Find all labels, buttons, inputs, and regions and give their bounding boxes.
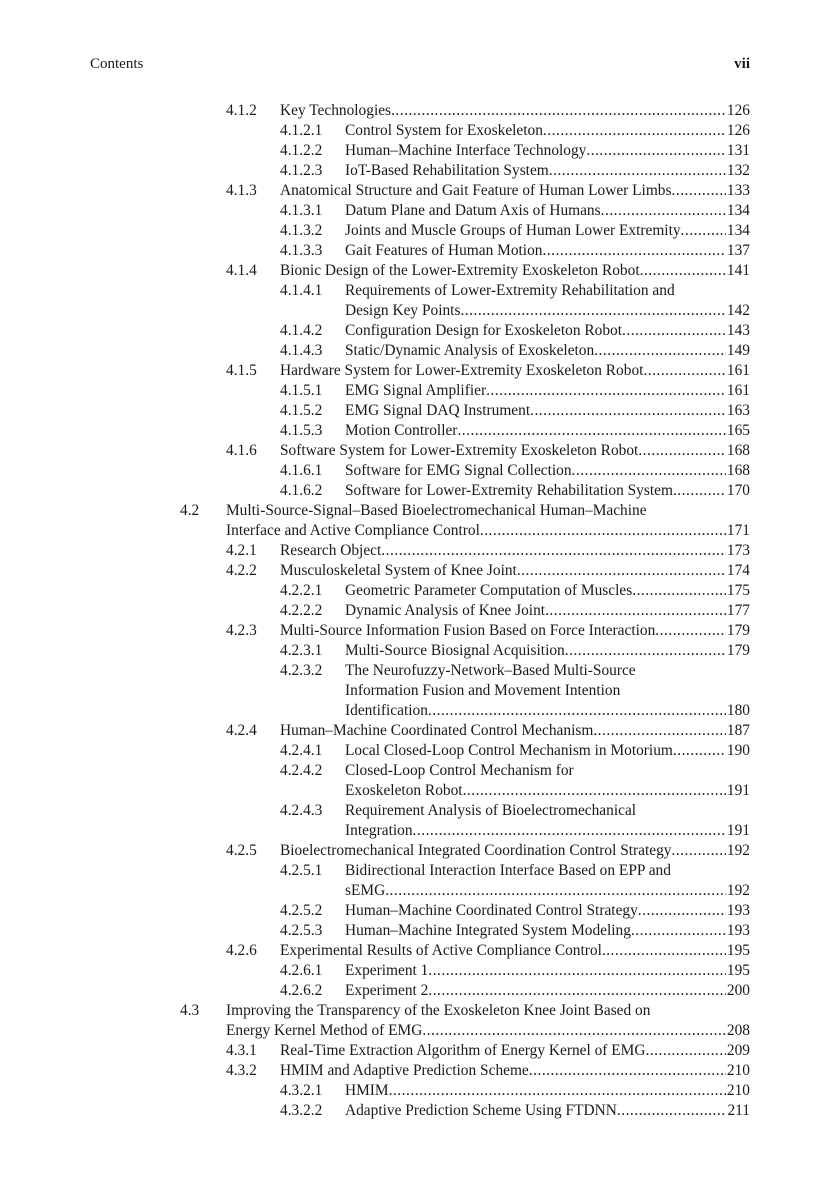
toc-dot-leader xyxy=(549,161,726,181)
toc-title: Musculoskeletal System of Knee Joint xyxy=(280,562,517,579)
toc-title-line xyxy=(345,481,750,501)
toc-title-line xyxy=(345,221,750,241)
toc-entry-line xyxy=(0,521,840,541)
toc-dot-leader xyxy=(631,921,726,941)
toc-entry-line xyxy=(0,861,840,881)
running-head: Contents xyxy=(90,56,144,72)
toc-entry-line xyxy=(0,941,840,961)
page-header xyxy=(90,56,750,76)
toc-title: Control System for Exoskeleton xyxy=(345,122,543,139)
toc-title: Multi-Source Biosignal Acquisition xyxy=(345,642,565,659)
toc-entry-line xyxy=(0,761,840,781)
toc-entry-line xyxy=(0,121,840,141)
toc-section-number: 4.2 xyxy=(180,502,200,519)
toc-title-line xyxy=(280,441,750,461)
toc-section-number: 4.2.4 xyxy=(226,722,257,739)
toc-dot-leader xyxy=(638,901,726,921)
toc-title-line xyxy=(345,281,750,301)
toc-entry-line xyxy=(0,1021,840,1041)
toc-entry-line xyxy=(0,721,840,741)
toc-title-line xyxy=(345,901,750,921)
toc-title: Information Fusion and Movement Intention xyxy=(345,682,621,699)
toc-title-line xyxy=(345,741,750,761)
toc-entry-line xyxy=(0,881,840,901)
toc-entry-line xyxy=(0,621,840,641)
toc-section-number: 4.2.4.3 xyxy=(280,802,323,819)
toc-section-number: 4.2.5 xyxy=(226,842,257,859)
toc-title-line xyxy=(280,541,750,561)
toc-section-number: 4.2.2.1 xyxy=(280,582,323,599)
toc-section-number: 4.2.6.2 xyxy=(280,982,323,999)
toc-title-line xyxy=(226,501,750,521)
toc-title: Energy Kernel Method of EMG xyxy=(226,1022,423,1039)
toc-page-number: 191 xyxy=(726,822,750,839)
toc-title: Software for Lower-Extremity Rehabilitation System xyxy=(345,482,673,499)
toc-section-number: 4.1.2.1 xyxy=(280,122,323,139)
toc-entry-line xyxy=(0,681,840,701)
toc-entry-line xyxy=(0,241,840,261)
toc-section-number: 4.2.5.2 xyxy=(280,902,323,919)
toc-title: Requirements of Lower-Extremity Rehabilitation and xyxy=(345,282,675,299)
toc-section-number: 4.1.5.2 xyxy=(280,402,323,419)
toc-section-number: 4.1.2.3 xyxy=(280,162,323,179)
toc-title-line xyxy=(345,821,750,841)
toc-page-number: 142 xyxy=(726,302,750,319)
toc-dot-leader xyxy=(671,841,725,861)
toc-page-number: 149 xyxy=(726,342,750,359)
toc-dot-leader xyxy=(638,441,726,461)
toc-dot-leader xyxy=(672,181,726,201)
toc-title: Gait Features of Human Motion xyxy=(345,242,543,259)
toc-title: HMIM and Adaptive Prediction Scheme xyxy=(280,1062,529,1079)
toc-dot-leader xyxy=(681,221,726,241)
toc-dot-leader xyxy=(543,121,726,141)
toc-entry-line xyxy=(0,321,840,341)
toc-title: Human–Machine Coordinated Control Mechanism xyxy=(280,722,594,739)
toc-page-number: 126 xyxy=(726,122,750,139)
toc-page-number: 180 xyxy=(726,702,750,719)
toc-title-line xyxy=(345,981,750,1001)
toc-section-number: 4.1.3.2 xyxy=(280,222,323,239)
toc-page-number: 210 xyxy=(726,1082,750,1099)
toc-entry-line xyxy=(0,741,840,761)
toc-entry-line xyxy=(0,921,840,941)
toc-dot-leader xyxy=(463,781,726,801)
toc-page-number: 210 xyxy=(726,1062,750,1079)
toc-page-number: 137 xyxy=(726,242,750,259)
toc-title: Experimental Results of Active Compliance Control xyxy=(280,942,602,959)
toc-title-line xyxy=(345,421,750,441)
toc-entry-line xyxy=(0,381,840,401)
toc-page-number: 161 xyxy=(726,382,750,399)
toc-title: IoT-Based Rehabilitation System xyxy=(345,162,549,179)
toc-entry-line xyxy=(0,501,840,521)
toc-page-number: 190 xyxy=(726,742,750,759)
toc-dot-leader xyxy=(542,241,725,261)
toc-title: Design Key Points xyxy=(345,302,461,319)
toc-section-number: 4.2.2.2 xyxy=(280,602,323,619)
toc-entry-line xyxy=(0,201,840,221)
toc-title-line xyxy=(280,721,750,741)
toc-title-line xyxy=(280,1041,750,1061)
toc-dot-leader xyxy=(617,1101,727,1121)
toc-title-line xyxy=(280,941,750,961)
toc-title: Hardware System for Lower-Extremity Exoskeleton Robot xyxy=(280,362,644,379)
toc-page-number: 141 xyxy=(726,262,750,279)
toc-title-line xyxy=(345,241,750,261)
toc-title: Human–Machine Interface Technology xyxy=(345,142,587,159)
toc-entry-line xyxy=(0,661,840,681)
toc-title-line xyxy=(345,701,750,721)
toc-dot-leader xyxy=(517,561,726,581)
toc-entry-line xyxy=(0,641,840,661)
toc-entry-line xyxy=(0,261,840,281)
toc-entry-line xyxy=(0,401,840,421)
toc-entry-line xyxy=(0,1061,840,1081)
toc-section-number: 4.3.1 xyxy=(226,1042,257,1059)
toc-section-number: 4.2.1 xyxy=(226,542,257,559)
toc-section-number: 4.2.5.1 xyxy=(280,862,323,879)
toc-section-number: 4.3.2 xyxy=(226,1062,257,1079)
toc-title: Integration xyxy=(345,822,413,839)
toc-page-number: 133 xyxy=(726,182,750,199)
toc-title: Multi-Source-Signal–Based Bioelectromechanical Human–Machine xyxy=(226,502,647,519)
toc-title-line xyxy=(345,581,750,601)
toc-title: EMG Signal Amplifier xyxy=(345,382,487,399)
toc-title-line xyxy=(345,401,750,421)
toc-title: Joints and Muscle Groups of Human Lower Extremity xyxy=(345,222,681,239)
toc-page-number: 179 xyxy=(726,622,750,639)
toc-title-line xyxy=(345,161,750,181)
toc-title-line xyxy=(280,561,750,581)
toc-dot-leader xyxy=(457,421,725,441)
toc-title: Human–Machine Coordinated Control Strategy xyxy=(345,902,638,919)
page-number: vii xyxy=(734,56,750,72)
toc-entry-line xyxy=(0,1081,840,1101)
toc-title: Research Object xyxy=(280,542,382,559)
toc-entry-line xyxy=(0,981,840,1001)
toc-dot-leader xyxy=(601,201,726,221)
toc-title: Requirement Analysis of Bioelectromechanical xyxy=(345,802,637,819)
toc-title-line xyxy=(345,641,750,661)
toc-section-number: 4.1.5.1 xyxy=(280,382,323,399)
toc-title-line xyxy=(280,1061,750,1081)
toc-title-line xyxy=(345,881,750,901)
toc-title: sEMG xyxy=(345,882,386,899)
toc-section-number: 4.1.4.2 xyxy=(280,322,323,339)
toc-title-line xyxy=(226,521,750,541)
toc-title: Datum Plane and Datum Axis of Humans xyxy=(345,202,601,219)
toc-section-number: 4.1.5 xyxy=(226,362,257,379)
toc-page-number: 174 xyxy=(726,562,750,579)
toc-title: Static/Dynamic Analysis of Exoskeleton xyxy=(345,342,595,359)
toc-entry-line xyxy=(0,281,840,301)
toc-page-number: 179 xyxy=(726,642,750,659)
toc-entry-line xyxy=(0,221,840,241)
toc-title-line xyxy=(345,961,750,981)
toc-title: EMG Signal DAQ Instrument xyxy=(345,402,531,419)
toc-dot-leader xyxy=(632,581,726,601)
toc-title: Key Technologies xyxy=(280,102,392,119)
toc-entry-line xyxy=(0,361,840,381)
toc-title: Software System for Lower-Extremity Exoskeleton Robot xyxy=(280,442,639,459)
toc-page-number: 132 xyxy=(726,162,750,179)
toc-section-number: 4.2.4.2 xyxy=(280,762,323,779)
toc-dot-leader xyxy=(655,621,726,641)
toc-title-line xyxy=(345,801,750,821)
toc-dot-leader xyxy=(565,641,726,661)
toc-title: Bionic Design of the Lower-Extremity Exoskeleton Robot xyxy=(280,262,640,279)
toc-title-line xyxy=(345,381,750,401)
toc-section-number: 4.2.3 xyxy=(226,622,257,639)
toc-section-number: 4.2.3.1 xyxy=(280,642,323,659)
toc-section-number: 4.1.3 xyxy=(226,182,257,199)
toc-entry-line xyxy=(0,161,840,181)
toc-page-number: 195 xyxy=(726,942,750,959)
toc-page-number: 134 xyxy=(726,222,750,239)
toc-title: Bioelectromechanical Integrated Coordination Control Strategy xyxy=(280,842,672,859)
table-of-contents xyxy=(0,101,840,1121)
toc-page-number: 165 xyxy=(726,422,750,439)
toc-title: Experiment 2 xyxy=(345,982,429,999)
toc-title-line xyxy=(345,1101,750,1121)
toc-dot-leader xyxy=(385,881,726,901)
toc-dot-leader xyxy=(460,301,725,321)
toc-title: Geometric Parameter Computation of Muscles xyxy=(345,582,633,599)
toc-title-line xyxy=(345,601,750,621)
toc-dot-leader xyxy=(622,321,726,341)
toc-entry-line xyxy=(0,601,840,621)
toc-entry-line xyxy=(0,181,840,201)
toc-title: Identification xyxy=(345,702,428,719)
toc-title-line xyxy=(280,621,750,641)
toc-title: Real-Time Extraction Algorithm of Energy Kernel of EMG xyxy=(280,1042,646,1059)
toc-dot-leader xyxy=(572,461,726,481)
toc-title-line xyxy=(280,261,750,281)
toc-title: Closed-Loop Control Mechanism for xyxy=(345,762,574,779)
toc-dot-leader xyxy=(480,521,726,541)
toc-entry-line xyxy=(0,961,840,981)
toc-page-number: 208 xyxy=(726,1022,750,1039)
toc-entry-line xyxy=(0,781,840,801)
toc-entry-line xyxy=(0,481,840,501)
toc-dot-leader xyxy=(381,541,726,561)
toc-page-number: 126 xyxy=(726,102,750,119)
toc-title-line xyxy=(345,201,750,221)
toc-section-number: 4.1.4.1 xyxy=(280,282,323,299)
toc-entry-line xyxy=(0,581,840,601)
toc-dot-leader xyxy=(545,601,726,621)
toc-dot-leader xyxy=(673,481,726,501)
toc-page-number: 161 xyxy=(726,362,750,379)
toc-section-number: 4.2.4.1 xyxy=(280,742,323,759)
toc-page-number: 187 xyxy=(726,722,750,739)
toc-section-number: 4.1.3.1 xyxy=(280,202,323,219)
toc-section-number: 4.1.4 xyxy=(226,262,257,279)
toc-title: Interface and Active Compliance Control xyxy=(226,522,480,539)
toc-entry-line xyxy=(0,101,840,121)
toc-title: Dynamic Analysis of Knee Joint xyxy=(345,602,546,619)
toc-section-number: 4.1.5.3 xyxy=(280,422,323,439)
toc-title: Improving the Transparency of the Exoskeleton Knee Joint Based on xyxy=(226,1002,651,1019)
toc-dot-leader xyxy=(640,261,726,281)
toc-title-line xyxy=(345,861,750,881)
toc-entry-line xyxy=(0,341,840,361)
toc-title-line xyxy=(280,181,750,201)
toc-dot-leader xyxy=(389,1081,726,1101)
toc-title: Software for EMG Signal Collection xyxy=(345,462,572,479)
toc-page-number: 170 xyxy=(726,482,750,499)
toc-section-number: 4.1.6.2 xyxy=(280,482,323,499)
toc-entry-line xyxy=(0,421,840,441)
toc-title-line xyxy=(226,1021,750,1041)
toc-title: Experiment 1 xyxy=(345,962,429,979)
toc-section-number: 4.3.2.1 xyxy=(280,1082,323,1099)
toc-section-number: 4.1.2.2 xyxy=(280,142,323,159)
toc-dot-leader xyxy=(586,141,726,161)
toc-section-number: 4.2.6.1 xyxy=(280,962,323,979)
toc-dot-leader xyxy=(593,721,726,741)
toc-entry-line xyxy=(0,441,840,461)
toc-title-line xyxy=(345,301,750,321)
toc-section-number: 4.2.3.2 xyxy=(280,662,323,679)
toc-section-number: 4.1.2 xyxy=(226,102,257,119)
toc-dot-leader xyxy=(643,361,725,381)
toc-section-number: 4.3 xyxy=(180,1002,200,1019)
toc-page-number: 175 xyxy=(726,582,750,599)
toc-title: Configuration Design for Exoskeleton Robot xyxy=(345,322,622,339)
toc-entry-line xyxy=(0,541,840,561)
toc-entry-line xyxy=(0,901,840,921)
toc-title: Local Closed-Loop Control Mechanism in Motorium xyxy=(345,742,673,759)
toc-dot-leader xyxy=(529,1061,726,1081)
toc-title-line xyxy=(345,681,750,701)
toc-dot-leader xyxy=(391,101,726,121)
toc-entry-line xyxy=(0,461,840,481)
toc-page-number: 173 xyxy=(726,542,750,559)
toc-section-number: 4.1.6.1 xyxy=(280,462,323,479)
toc-dot-leader xyxy=(673,741,726,761)
toc-section-number: 4.2.5.3 xyxy=(280,922,323,939)
toc-page-number: 134 xyxy=(726,202,750,219)
toc-title-line xyxy=(280,361,750,381)
toc-dot-leader xyxy=(594,341,726,361)
toc-page-number: 193 xyxy=(726,922,750,939)
toc-title: Multi-Source Information Fusion Based on Force Interaction xyxy=(280,622,656,639)
toc-section-number: 4.1.4.3 xyxy=(280,342,323,359)
toc-dot-leader xyxy=(428,701,726,721)
toc-title-line xyxy=(345,781,750,801)
toc-title: The Neurofuzzy-Network–Based Multi-Source xyxy=(345,662,636,679)
toc-section-number: 4.1.3.3 xyxy=(280,242,323,259)
toc-page-number: 171 xyxy=(726,522,750,539)
toc-title-line xyxy=(345,461,750,481)
toc-dot-leader xyxy=(422,1021,726,1041)
toc-entry-line xyxy=(0,801,840,821)
toc-title: Motion Controller xyxy=(345,422,458,439)
toc-entry-line xyxy=(0,301,840,321)
toc-page-number: 168 xyxy=(726,442,750,459)
toc-entry-line xyxy=(0,1101,840,1121)
toc-page-number: 131 xyxy=(726,142,750,159)
toc-dot-leader xyxy=(602,941,726,961)
toc-section-number: 4.2.6 xyxy=(226,942,257,959)
toc-title-line xyxy=(345,121,750,141)
toc-section-number: 4.2.2 xyxy=(226,562,257,579)
toc-title-line xyxy=(345,1081,750,1101)
toc-title-line xyxy=(345,321,750,341)
toc-dot-leader xyxy=(645,1041,725,1061)
toc-dot-leader xyxy=(428,981,726,1001)
toc-dot-leader xyxy=(486,381,726,401)
toc-page-number: 177 xyxy=(726,602,750,619)
toc-title-line xyxy=(280,101,750,121)
toc-page-number: 193 xyxy=(726,902,750,919)
toc-title-line xyxy=(345,661,750,681)
toc-page-number: 192 xyxy=(726,842,750,859)
toc-page-number: 200 xyxy=(726,982,750,999)
toc-page-number: 143 xyxy=(726,322,750,339)
toc-title-line xyxy=(345,141,750,161)
toc-page-number: 163 xyxy=(726,402,750,419)
toc-section-number: 4.3.2.2 xyxy=(280,1102,323,1119)
toc-page-number: 191 xyxy=(726,782,750,799)
toc-dot-leader xyxy=(530,401,726,421)
toc-entry-line xyxy=(0,1001,840,1021)
toc-title-line xyxy=(280,841,750,861)
toc-title: Adaptive Prediction Scheme Using FTDNN xyxy=(345,1102,617,1119)
toc-page-number: 195 xyxy=(726,962,750,979)
toc-dot-leader xyxy=(428,961,726,981)
toc-entry-line xyxy=(0,561,840,581)
toc-title: Human–Machine Integrated System Modeling xyxy=(345,922,631,939)
toc-title: Bidirectional Interaction Interface Based on EPP and xyxy=(345,862,671,879)
toc-title: Anatomical Structure and Gait Feature of Human Lower Limbs xyxy=(280,182,672,199)
toc-entry-line xyxy=(0,141,840,161)
toc-title-line xyxy=(345,761,750,781)
toc-section-number: 4.1.6 xyxy=(226,442,257,459)
toc-title-line xyxy=(345,921,750,941)
toc-title-line xyxy=(226,1001,750,1021)
toc-title: Exoskeleton Robot xyxy=(345,782,463,799)
toc-dot-leader xyxy=(413,821,726,841)
toc-entry-line xyxy=(0,841,840,861)
toc-title: HMIM xyxy=(345,1082,389,1099)
toc-page-number: 192 xyxy=(726,882,750,899)
toc-title-line xyxy=(345,341,750,361)
toc-entry-line xyxy=(0,701,840,721)
toc-page-number: 211 xyxy=(727,1102,750,1119)
toc-page-number: 209 xyxy=(726,1042,750,1059)
toc-entry-line xyxy=(0,1041,840,1061)
toc-page-number: 168 xyxy=(726,462,750,479)
toc-entry-line xyxy=(0,821,840,841)
